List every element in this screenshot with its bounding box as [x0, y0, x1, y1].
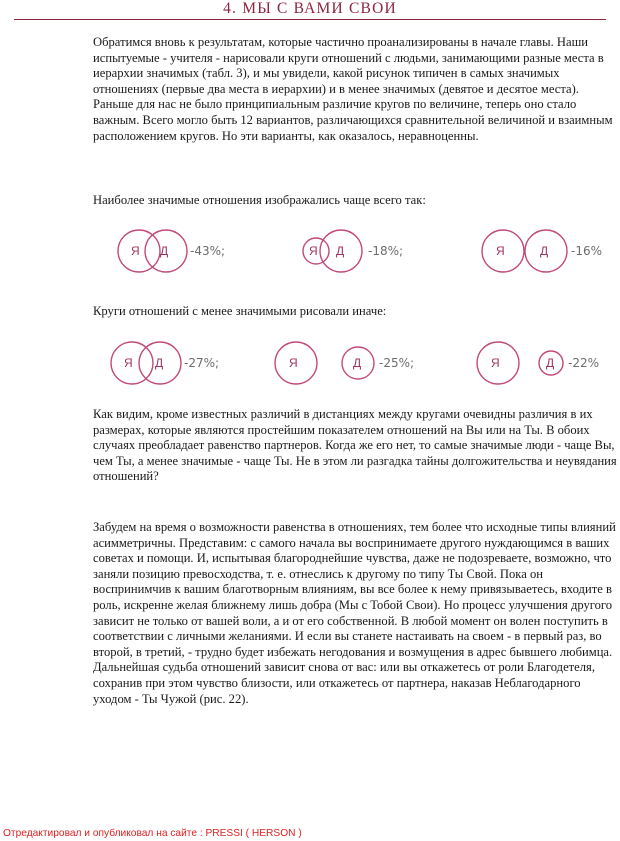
paragraph-equality: Забудем на время о возможности равенства в отношениях, тем более что исходные типы влияний асимметричны. Представим: с самого начала вы воспринимаете другого нуждающимся в ваших советах и помощи. И, испытывая благороднейшие чувства, даже не подозреваете, возможно, что заняли позицию превосходства, т. е. отнеслись к другому по типу Ты Свой. Пока он воспринимчив к вашим благотворным влияниям, вы все более к нему привязываетесь, входите в роль, искренне желая ближнему лишь добра (Мы с Тобой Свои). Но процесс улучшения другого зависит не только от вашей воли, а и от его собственной. В любой момент он волен поступить в соответствии с личными желаниями. И если вы станете настаивать на своем - в первый раз, во второй, в третий, - трудно будет избежать негодования и возмущения в адрес бывшего любимца. Дальнейшая судьба отношений зависит снова от вас: или вы откажетесь от роли Благодетеля, сохранив при этом чувство близости, или откажетесь от партнера, наказав Неблагодарного уходом - Ты Чужой (рис. 22). — [93, 520, 616, 706]
circles-diagram-large-self-apart — [272, 334, 472, 396]
other-label: Д — [160, 244, 169, 258]
diagram-svg — [272, 334, 472, 396]
percent-label: -22% — [568, 356, 600, 370]
percent-label: -25%; — [379, 356, 415, 370]
other-label: Д — [540, 244, 549, 258]
footer-credit: Отредактировал и опубликовал на сайте : PRESSI ( HERSON ) — [3, 828, 302, 839]
diagram-svg — [476, 222, 620, 284]
percent-label: -18%; — [368, 244, 404, 258]
paragraph-intro: Обратимся вновь к результатам, которые частично проанализированы в начале главы. Наши испытуемые - учителя - нарисовали круги отношений с людьми, занимающими разные места в иерархии значимых (табл. 3), и мы увидели, какой рисунок типичен в самых значимых отношениях (первые два места в иерархии) и в менее значимых (девятое и десятое места). Раньше для нас не было принципиальным различие кругов по величине, теперь оно стало важным. Всего могло быть 12 вариантов, различающихся сравнительной величиной и взаимным расположением кругов. Но эти варианты, как оказалось, неравноценны. — [93, 35, 613, 143]
other-label: Д — [155, 356, 164, 370]
other-label: Д — [546, 356, 555, 370]
self-label: Я — [309, 244, 318, 258]
circles-diagram-equal-overlap — [107, 222, 307, 284]
percent-label: -27%; — [184, 356, 220, 370]
self-label: Я — [496, 244, 505, 258]
self-label: Я — [131, 244, 140, 258]
other-label: Д — [353, 356, 362, 370]
self-label: Я — [124, 356, 133, 370]
percent-label: -16% — [571, 244, 603, 258]
title-underline — [14, 19, 606, 20]
page-title: 4. МЫ С ВАМИ СВОИ — [223, 0, 397, 17]
self-label: Я — [289, 356, 298, 370]
self-label: Я — [491, 356, 500, 370]
paragraph-analysis: Как видим, кроме известных различий в дистанциях между кругами очевидны различия в их размерах, которые являются простейшим показателем отношений на Вы или на Ты. В обоих случаях преобладает равенство партнеров. Когда же его нет, то самые значимые люди - чаще Вы, чем Ты, а менее значимые - чаще Ты. Не в этом ли разгадка тайны долгожительства и неувядания отношений? — [93, 407, 617, 484]
other-label: Д — [336, 244, 345, 258]
diagram-svg — [474, 334, 620, 396]
diagram-svg — [296, 222, 496, 284]
circles-diagram-small-self-overlap — [296, 222, 496, 284]
paragraph-significant: Наиболее значимые отношения изображались чаще всего так: — [93, 193, 426, 207]
circles-diagram-large-self-small-other — [474, 334, 620, 396]
circles-diagram-equal-touching — [476, 222, 620, 284]
percent-label: -43%; — [190, 244, 226, 258]
diagram-svg — [107, 222, 307, 284]
paragraph-less-significant: Круги отношений с менее значимыми рисовали иначе: — [93, 304, 387, 318]
diagram-row-significant — [0, 222, 620, 284]
diagram-row-less-significant — [0, 334, 620, 396]
